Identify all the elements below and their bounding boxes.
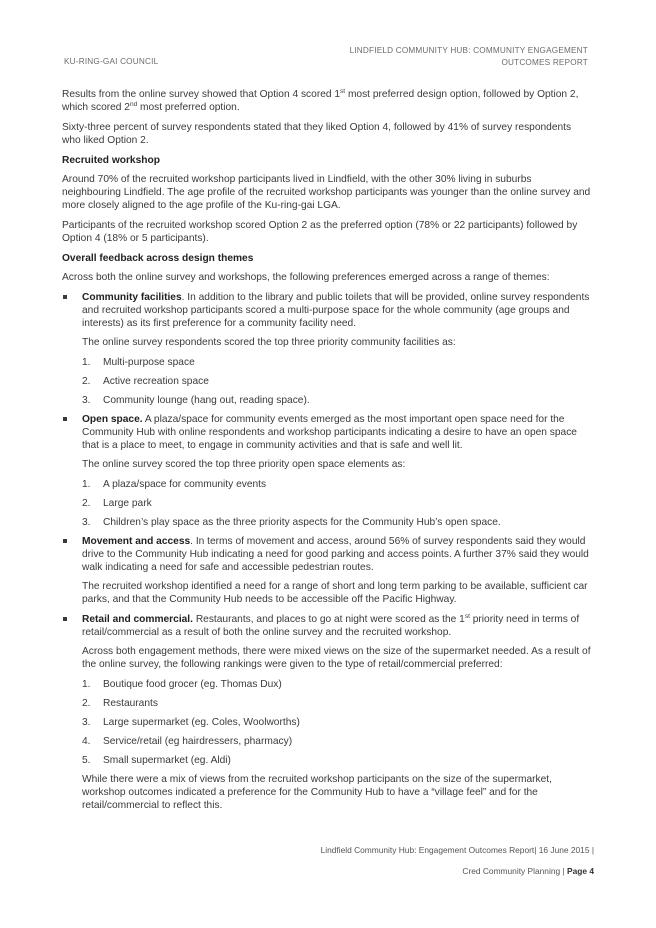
retail-list [62,678,592,767]
square-bullet-icon [63,295,67,299]
header-organisation: KU-RING-GAI COUNCIL [64,57,159,66]
list-item: 4. Service/retail (eg hairdressers, pharmacy) [82,736,293,747]
footer-page-info: Cred Community Planning | Page 4 [462,866,594,876]
page-number: Page 4 [566,866,594,876]
list-item: 3. Children’s play space as the three priority aspects for the Community Hub’s open space. [82,517,501,528]
list-item: 2. Active recreation space [82,376,209,387]
list-item: 3. Large supermarket (eg. Coles, Woolworths) [82,717,300,728]
recruited-workshop-heading: Recruited workshop [62,155,160,166]
square-bullet-icon [63,417,67,421]
list-item: 1. A plaza/space for community events [82,479,267,490]
retail-closing: While there were a mix of views from the recruited workshop participants on the size of the supermarket, workshop outcomes indicated a preference for the Community Hub to have a “village feel” and for the retail/commercial to reflect this. [82,774,552,811]
body-content [62,88,592,819]
square-bullet-icon [63,617,67,621]
header-title-line2: OUTCOMES REPORT [501,57,588,67]
footer-report-info: Lindfield Community Hub: Engagement Outcomes Report| 16 June 2015 | [320,845,594,855]
list-item: 5. Small supermarket (eg. Aldi) [82,755,231,766]
bullet-retail-commercial: Retail and commercial. Restaurants, and places to go at night were scored as the 1st priority need in terms of retail/commercial as a result of both the online survey and the recruited workshop. [62,613,592,639]
retail-sub: Across both engagement methods, there were mixed views on the size of the supermarket needed. As a result of the online survey, the following rankings were given to the type of retail/commercial preferred: [82,646,591,670]
bullet-community-facilities: Community facilities. In addition to the library and public toilets that will be provided, online survey respondents and recruited workshop participants scored a multi-purpose space for the whole community (age groups and interests) as its first preference for a community facility need. [62,291,592,330]
header-report-title [268,45,588,68]
intro-paragraph-2: Sixty-three percent of survey respondents stated that they liked Option 4, followed by 41% of survey respondents who liked Option 2. [62,122,572,146]
list-item: 2. Restaurants [82,698,158,709]
bullet-movement-access: Movement and access. In terms of movement and access, around 56% of survey respondents said they would drive to the Community Hub indicating a need for good parking and access points. A further 37% said they would walk indicating a need for safe and accessible pedestrian routes. [62,535,592,574]
facilities-sub: The online survey respondents scored the top three priority community facilities as: [82,337,456,348]
openspace-list [62,478,592,529]
header-title-line1: LINDFIELD COMMUNITY HUB: COMMUNITY ENGAGEMENT [349,46,588,55]
overall-intro: Across both the online survey and workshops, the following preferences emerged across a range of themes: [62,272,550,283]
list-item: 3. Community lounge (hang out, reading space). [82,395,310,406]
facilities-list [62,356,592,407]
intro-paragraph-1: Results from the online survey showed that Option 4 scored 1st most preferred design option, followed by Option 2, which scored 2nd most preferred option. [62,88,579,113]
overall-feedback-heading: Overall feedback across design themes [62,253,254,264]
list-item: 1. Boutique food grocer (eg. Thomas Dux) [82,679,282,690]
recruited-paragraph-2: Participants of the recruited workshop scored Option 2 as the preferred option (78% or 22 participants) followed by Option 4 (18% or 5 participants). [62,220,578,244]
square-bullet-icon [63,539,67,543]
list-item: 2. Large park [82,498,152,509]
openspace-sub: The online survey scored the top three priority open space elements as: [82,459,406,470]
bullet-open-space: Open space. A plaza/space for community events emerged as the most important open space need for the Community Hub with online respondents and workshop participants indicating a desire to have an open space that is a place to meet, to engage in community activities and that is safe and well lit. [62,413,592,452]
movement-sub: The recruited workshop identified a need for a range of short and long term parking to be available, sufficient car parks, and that the Community Hub needs to be accessible off the Pacific Highway. [82,581,588,605]
list-item: 1. Multi-purpose space [82,357,195,368]
recruited-paragraph-1: Around 70% of the recruited workshop participants lived in Lindfield, with the other 30% living in suburbs neighbouring Lindfield. The age profile of the recruited workshop participants was younger than the online survey and more closely aligned to the age profile of the Ku-ring-gai LGA. [62,174,591,211]
